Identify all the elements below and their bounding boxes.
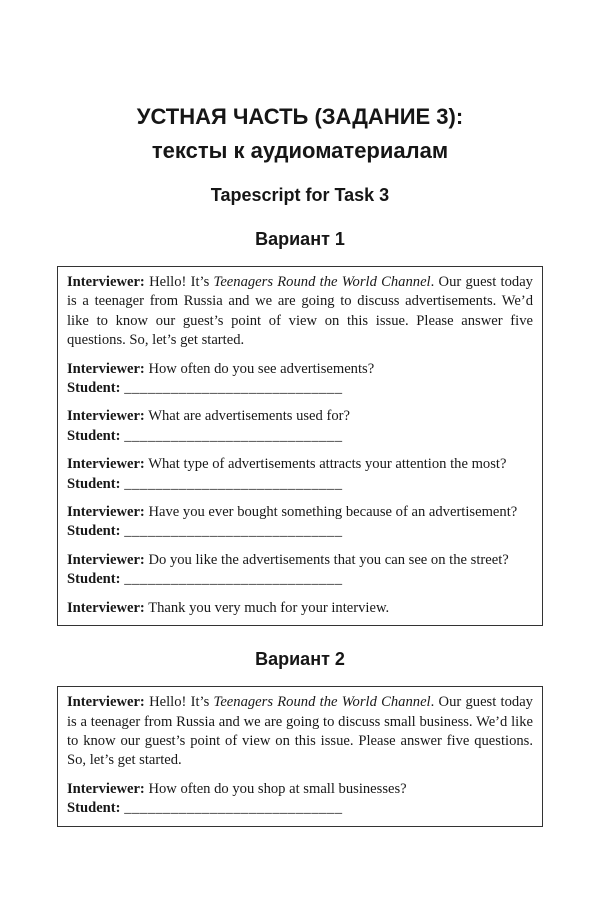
question-text: How often do you see advertisements? [148, 360, 375, 377]
answer-blank: ____________________________ [124, 380, 343, 397]
student-label: Student: [67, 475, 121, 492]
dialogue-box [57, 266, 543, 626]
answer-blank: ____________________________ [124, 571, 343, 588]
dialogue-intro [67, 273, 533, 351]
interviewer-label: Interviewer: [67, 780, 145, 797]
interviewer-label: Interviewer: [67, 694, 145, 711]
variant-section [57, 648, 543, 826]
intro-text: Hello! It’s [149, 694, 214, 711]
dialogue-exchange [67, 503, 533, 542]
answer-blank: ____________________________ [124, 427, 343, 444]
channel-name: Teenagers Round the World Channel [213, 694, 431, 711]
intro-text: . Our guest today is a teenager from Russia and we are going to discuss small business. We’d like to know our guest’s point of view on this issue. Please answer five questions. So, let’s get started. [67, 694, 533, 769]
question-text: How often do you shop at small businesses? [148, 780, 407, 797]
intro-text: Hello! It’s [149, 274, 214, 290]
closing-text: Thank you very much for your interview. [148, 599, 390, 616]
dialogue-exchange [67, 455, 533, 494]
dialogue-exchange [67, 780, 533, 819]
page-title-line2: тексты к аудиоматериалам [151, 138, 449, 163]
question-text: Have you ever bought something because of an advertisement? [148, 504, 518, 521]
dialogue-intro [67, 693, 533, 771]
student-label: Student: [67, 427, 121, 444]
student-label: Student: [67, 380, 121, 397]
page-title-line1: УСТНАЯ ЧАСТЬ (ЗАДАНИЕ 3): [136, 104, 464, 129]
question-text: What type of advertisements attracts your attention the most? [148, 456, 507, 473]
tapescript-subtitle: Tapescript for Task 3 [210, 185, 390, 205]
interviewer-label: Interviewer: [67, 504, 145, 521]
interviewer-label: Interviewer: [67, 551, 145, 568]
variants-container [57, 228, 543, 827]
answer-blank: ____________________________ [124, 800, 343, 817]
interviewer-label: Interviewer: [67, 408, 145, 425]
intro-text: . Our guest today is a teenager from Russia and we are going to discuss advertisements. We’d like to know our guest’s point of view on this issue. Please answer five questions. So, let’s get started. [67, 274, 533, 349]
dialogue-exchange [67, 551, 533, 590]
dialogue-exchange [67, 407, 533, 446]
question-text: Do you like the advertisements that you can see on the street? [148, 551, 509, 568]
page-title [57, 100, 543, 168]
student-label: Student: [67, 800, 121, 817]
variant-heading: Вариант 1 [255, 229, 345, 249]
dialogue-closing [67, 599, 533, 618]
answer-blank: ____________________________ [124, 523, 343, 540]
interviewer-label: Interviewer: [67, 274, 145, 290]
question-text: What are advertisements used for? [148, 408, 350, 425]
dialogue-box [57, 686, 543, 826]
interviewer-label: Interviewer: [67, 360, 145, 377]
channel-name: Teenagers Round the World Channel [213, 274, 431, 290]
variant-section [57, 228, 543, 626]
interviewer-label: Interviewer: [67, 599, 145, 616]
dialogue-exchange [67, 360, 533, 399]
student-label: Student: [67, 523, 121, 540]
student-label: Student: [67, 571, 121, 588]
variant-heading: Вариант 2 [255, 649, 345, 670]
interviewer-label: Interviewer: [67, 456, 145, 473]
answer-blank: ____________________________ [124, 475, 343, 492]
